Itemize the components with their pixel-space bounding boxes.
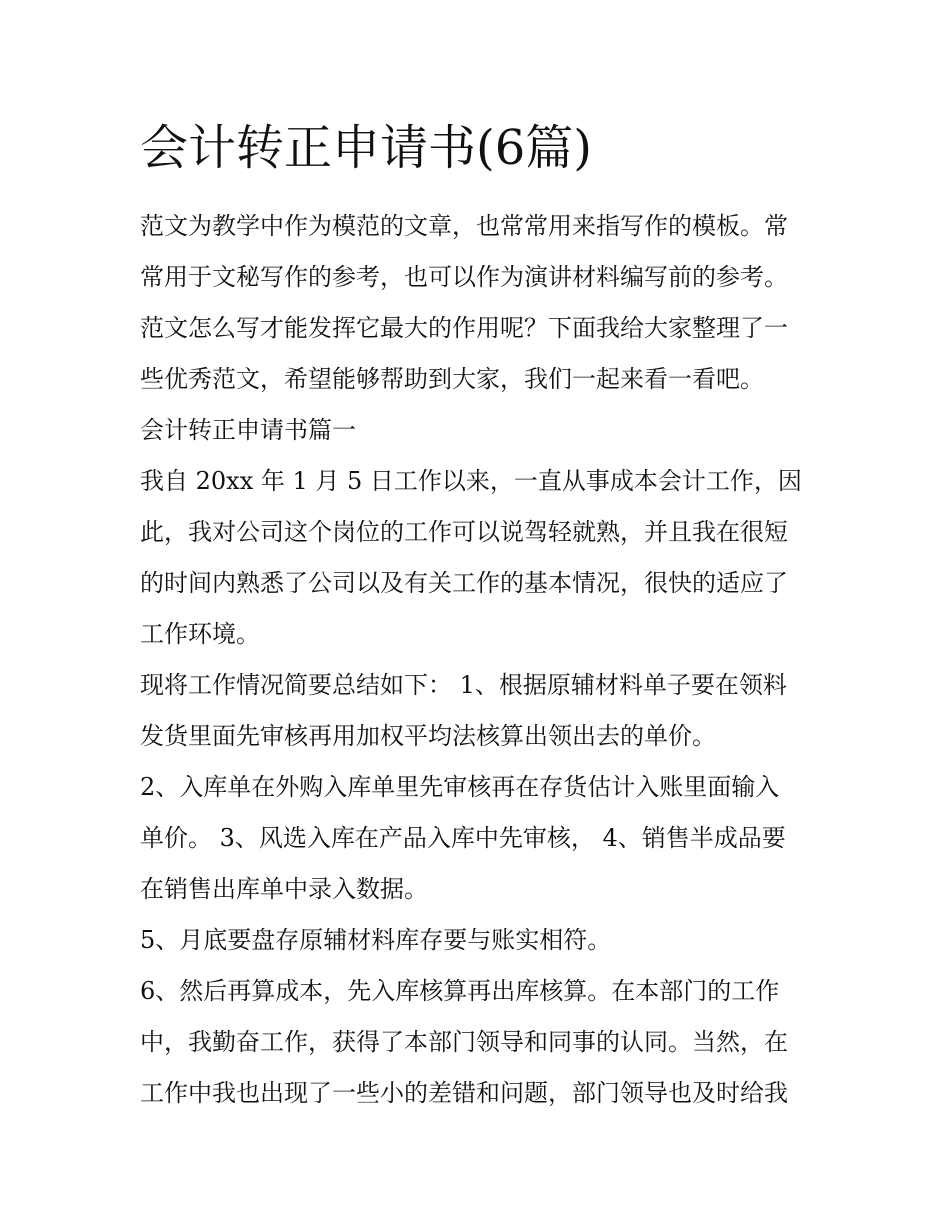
body-line: 中，我勤奋工作，获得了本部门领导和同事的认同。当然，在 <box>140 1028 788 1056</box>
body-line: 现将工作情况简要总结如下： 1、根据原辅材料单子要在领料 <box>140 671 787 699</box>
body-line: 5、月底要盘存原辅材料库存要与账实相符。 <box>140 926 612 954</box>
body-line: 我自 20xx 年 1 月 5 日工作以来，一直从事成本会计工作，因 <box>140 467 802 495</box>
body-line: 范文怎么写才能发挥它最大的作用呢？下面我给大家整理了一 <box>140 314 788 342</box>
body-line: 单价。 3、风选入库在产品入库中先审核， 4、销售半成品要 <box>140 824 786 852</box>
body-line: 些优秀范文，希望能够帮助到大家，我们一起来看一看吧。 <box>140 365 764 393</box>
body-line: 此，我对公司这个岗位的工作可以说驾轻就熟，并且我在很短 <box>140 518 788 546</box>
document-body <box>140 201 820 1119</box>
document-title: 会计转正申请书(6篇) <box>140 120 592 176</box>
body-line: 工作环境。 <box>140 620 260 648</box>
section-heading: 会计转正申请书篇一 <box>140 416 356 444</box>
body-line: 范文为教学中作为模范的文章，也常常用来指写作的模板。常 <box>140 212 788 240</box>
body-line: 在销售出库单中录入数据。 <box>140 875 428 903</box>
body-line: 6、然后再算成本，先入库核算再出库核算。在本部门的工作 <box>140 977 780 1005</box>
body-line: 常用于文秘写作的参考，也可以作为演讲材料编写前的参考。 <box>140 263 788 291</box>
body-line: 工作中我也出现了一些小的差错和问题，部门领导也及时给我 <box>140 1079 788 1107</box>
body-line: 发货里面先审核再用加权平均法核算出领出去的单价。 <box>140 722 716 750</box>
body-line: 的时间内熟悉了公司以及有关工作的基本情况，很快的适应了 <box>140 569 788 597</box>
body-line: 2、入库单在外购入库单里先审核再在存货估计入账里面输入 <box>140 773 780 801</box>
